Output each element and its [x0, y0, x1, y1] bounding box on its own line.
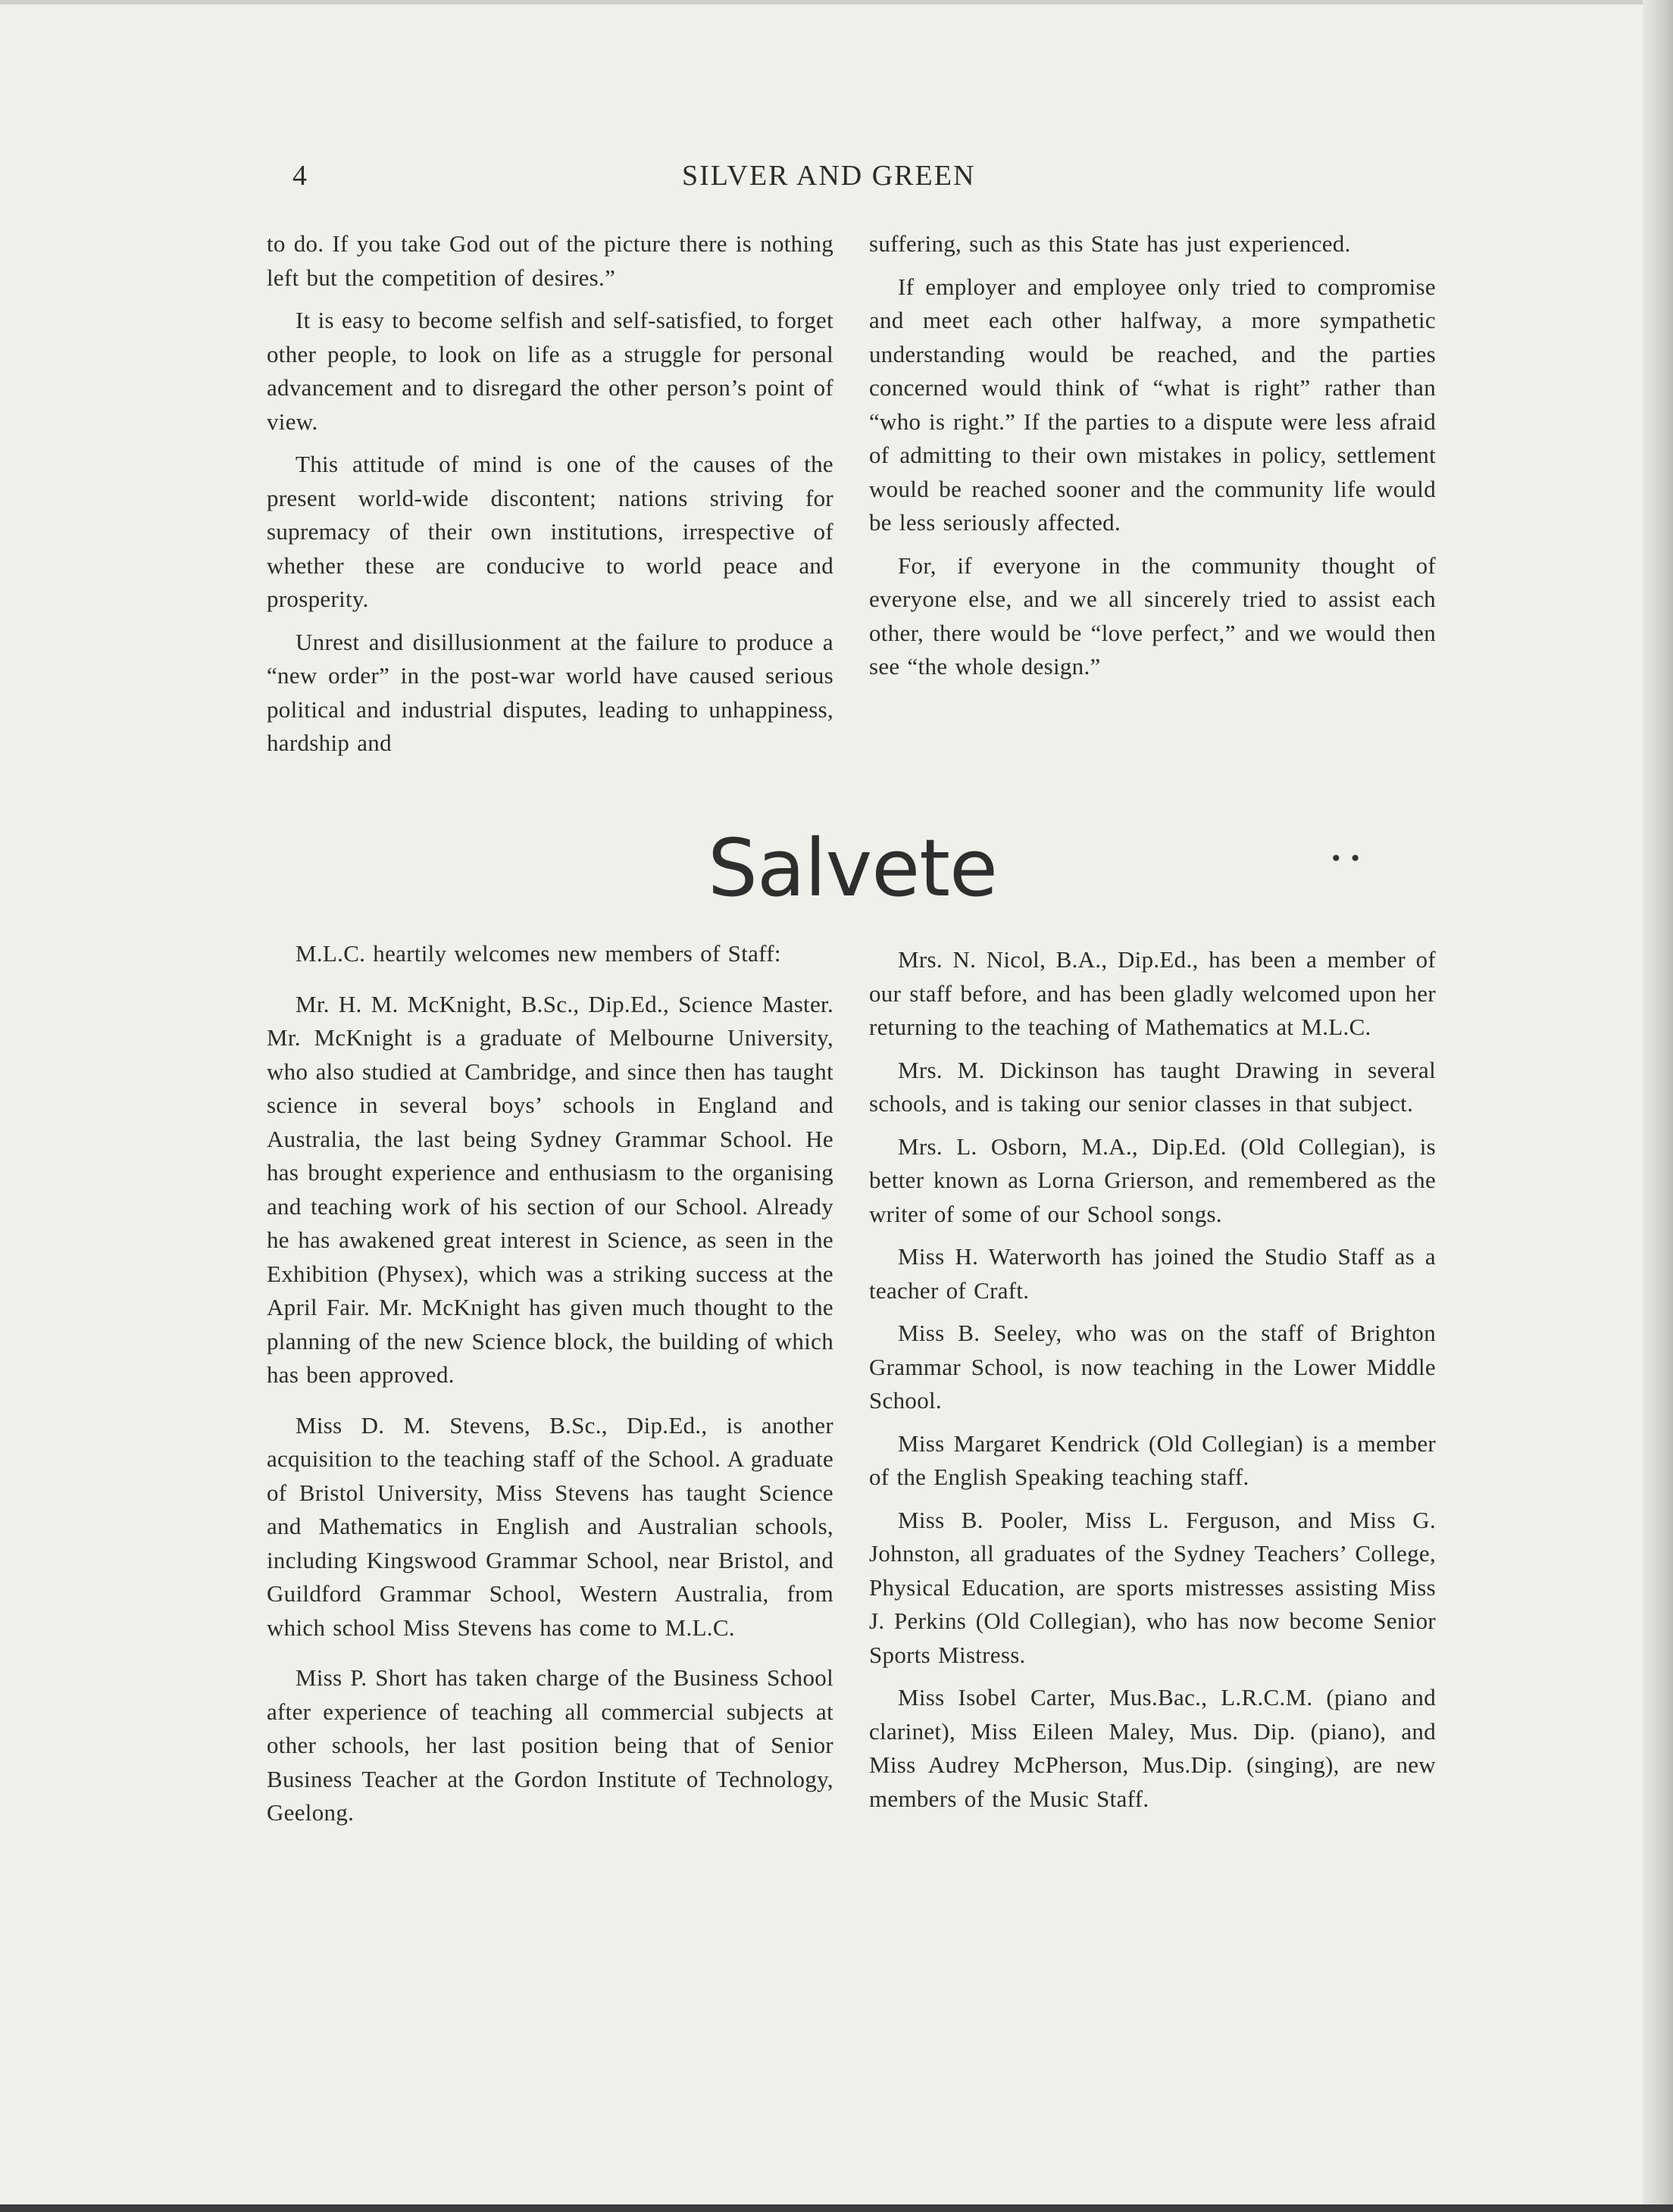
paragraph: Miss Isobel Carter, Mus.Bac., L.R.C.M. (piano and clarinet), Miss Eileen Maley, Mus. Dip. (piano), and Miss Audrey McPherson, Mus.Dip. (singing), are new members of the Music Staff.	[869, 1684, 1436, 1812]
salvete-column-right	[869, 943, 1436, 1825]
paragraph: Miss H. Waterworth has joined the Studio Staff as a teacher of Craft.	[869, 1243, 1436, 1304]
salvete-column-left	[267, 937, 833, 1839]
paragraph: Mrs. L. Osborn, M.A., Dip.Ed. (Old Collegian), is better known as Lorna Grierson, and remembered as the writer of some of our School songs.	[869, 1133, 1436, 1227]
paragraph: suffering, such as this State has just experienced.	[869, 230, 1351, 257]
paragraph: Miss Margaret Kendrick (Old Collegian) is a member of the English Speaking teaching staff.	[869, 1429, 1436, 1490]
paragraph: For, if everyone in the community thought of everyone else, and we all sincerely tried to assist each other, there would be “love perfect,” and we would then see “the whole design.”	[869, 551, 1436, 680]
page-header	[265, 159, 1440, 197]
paragraph: Mrs. M. Dickinson has taught Drawing in several schools, and is taking our senior classes in that subject.	[869, 1056, 1436, 1117]
paragraph: It is easy to become selfish and self-satisfied, to forget other people, to look on life as a struggle for personal advancement and to disregard the other person’s point of view.	[267, 307, 833, 435]
paragraph: to do. If you take God out of the picture there is nothing left but the competition of desires.”	[267, 230, 833, 291]
article-column-right	[869, 227, 1436, 693]
paragraph: Miss B. Seeley, who was on the staff of Brighton Grammar School, is now teaching in the Lower Middle School.	[869, 1320, 1436, 1414]
article-column-left	[267, 227, 833, 770]
section-title: Salvete	[708, 822, 997, 914]
paragraph: Miss P. Short has taken charge of the Business School after experience of teaching all commercial subjects at other schools, her last position being that of Senior Business Teacher at the Gordon Institute of Technology, Geelong.	[267, 1664, 833, 1826]
paragraph: M.L.C. heartily welcomes new members of Staff:	[296, 940, 781, 967]
page-number: 4	[292, 160, 308, 192]
paragraph: This attitude of mind is one of the causes of the present world-wide discontent; nations striving for supremacy of their own institutions, irrespective of whether these are conducive to world peace and prosperity.	[267, 451, 833, 612]
page-bottom-edge	[0, 2204, 1673, 2212]
paragraph: Mr. H. M. McKnight, B.Sc., Dip.Ed., Science Master. Mr. McKnight is a graduate of Melbourne University, who also studied at Cambridge, and since then has taught science in several boys’ schools in England and Australia, the last being Sydney Grammar School. He has brought experience and enthusiasm to the organising and teaching work of his section of our School. Already he has awakened great interest in Science, as seen in the Exhibition (Physex), which was a striking success at the April Fair. Mr. McKnight has given much thought to the planning of the new Science block, the building of which has been approved.	[267, 990, 833, 1388]
paragraph: Mrs. N. Nicol, B.A., Dip.Ed., has been a member of our staff before, and has been gladly welcomed upon her returning to the teaching of Mathematics at M.L.C.	[869, 946, 1436, 1040]
page-right-edge	[1643, 0, 1673, 2212]
paragraph: Unrest and disillusionment at the failure to produce a “new order” in the post-war world have caused serious political and industrial disputes, leading to unhappiness, hardship and	[267, 628, 833, 756]
page-top-edge	[0, 0, 1673, 5]
paragraph: Miss B. Pooler, Miss L. Ferguson, and Miss G. Johnston, all graduates of the Sydney Teachers’ College, Physical Education, are sports mistresses assisting Miss J. Perkins (Old Collegian), who has now become Senior Sports Mistress.	[869, 1506, 1436, 1668]
print-specks: • •	[1330, 846, 1362, 871]
paragraph: Miss D. M. Stevens, B.Sc., Dip.Ed., is another acquisition to the teaching staff of the School. A graduate of Bristol University, Miss Stevens has taught Science and Mathematics in English and Australian schools, including Kingswood Grammar School, near Bristol, and Guildford Grammar School, Western Australia, from which school Miss Stevens has come to M.L.C.	[267, 1411, 833, 1641]
running-title: SILVER AND GREEN	[682, 160, 976, 192]
paragraph: If employer and employee only tried to compromise and meet each other halfway, a more sympathetic understanding would be reached, and the parties concerned would think of “what is right” rather than “who is right.” If the parties to a dispute were less afraid of admitting to their own mistakes in policy, settlement would be reached sooner and the community life would be less seriously affected.	[869, 273, 1436, 536]
